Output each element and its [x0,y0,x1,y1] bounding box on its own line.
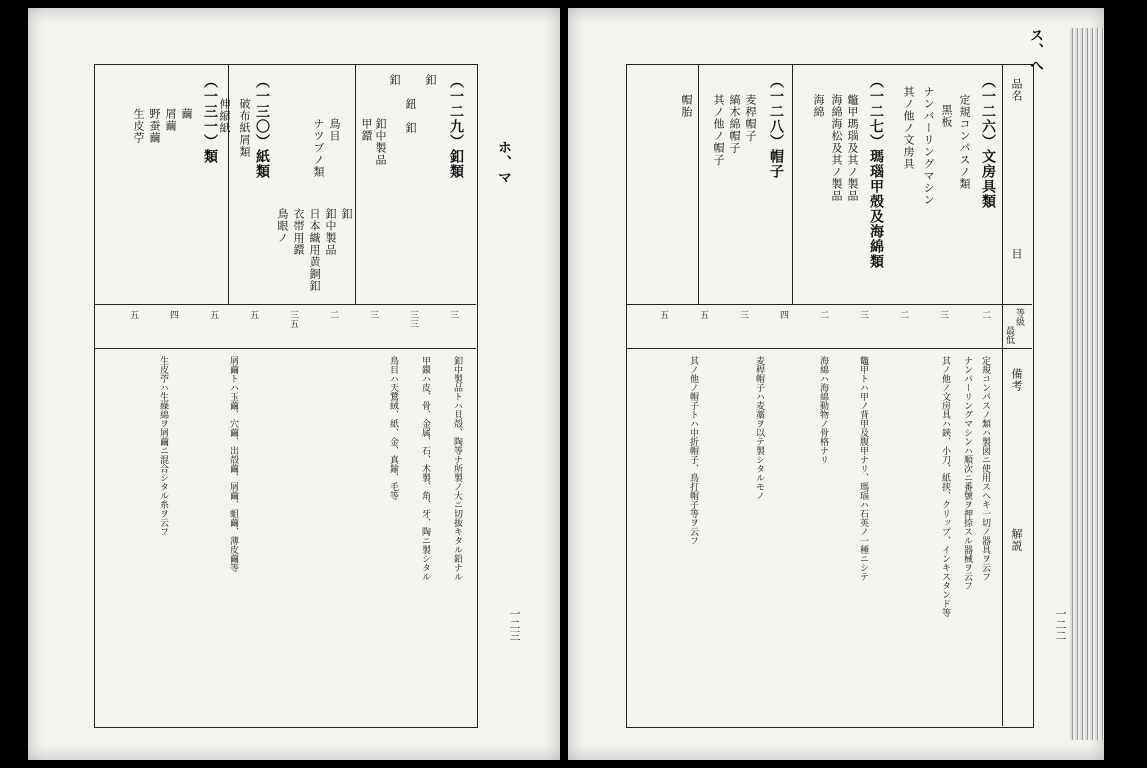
page-number: 一二二 [1054,608,1067,641]
item-label: 野蚕繭 [148,108,161,144]
page-number: 一二三 [508,608,521,641]
header-explanation: 解説 [1010,528,1023,552]
note-text: 定規コンパスノ類ハ製図ニ使用スヘキ一切ノ器具ヲ云フ [980,356,990,581]
note-text: 生皮苧ハ生繰綿ヲ屑繭ニ混合シタル糸ヲ云フ [158,356,168,536]
item-label: ナツブノ類 [312,118,325,178]
item-label: 黒板 [940,104,953,128]
rate-value: 五 [248,310,258,319]
notes-divider [94,348,476,349]
item-label: 鈕 釦 [404,98,417,134]
header-name: 品名 [1010,78,1023,102]
note-text: 鳥目ハ天鵞絨、紙、金、真鍮、毛等 [388,356,398,500]
item-label: 定規コンパスノ類 [958,94,971,190]
note-text: 屑繭トハ玉繭、穴繭、出殻繭、屑繭、蛆繭、薄皮繭等 [228,356,238,572]
note-text: ナンバーリングマシンハ順次ニ番號ヲ押捺スル器械ヲ云フ [962,356,972,590]
item-label: 海綿海松及其ノ製品 [830,94,843,202]
item-label: 釦中製品 [324,208,337,256]
group-divider [792,64,793,304]
group-divider [698,64,699,304]
group-heading: （一二九）釦類 [448,74,464,179]
rate-value: 三五 [288,310,298,328]
notes-divider [626,348,1032,349]
note-text: 鼈甲トハ甲ノ背甲及腹甲ナリ、瑪瑙ハ石英ノ一種ニシテ [858,356,868,581]
rate-value: 三 [938,310,948,319]
rate-divider [94,304,476,305]
margin-label: ス、へ [1028,28,1044,73]
note-text: 其ノ他ノ文房具ハ鋏、小刀、紙挟、クリップ、インキスタンド等 [940,356,950,617]
group-heading: （一二八）帽子 [768,74,784,179]
note-text: 甲鐶ハ皮、骨、金属、石、木製、角、牙、陶ニ製シタル [420,356,430,581]
rate-value: 三三 [408,310,418,328]
right-page [568,8,1104,760]
item-label: 其ノ他ノ帽子 [712,94,725,166]
item-label: 釦 [388,74,401,86]
rate-value: 四 [168,310,178,319]
rate-value: 二 [818,310,828,319]
rate-value: 二 [898,310,908,319]
note-text: 海綿ハ海綿動物ノ骨格ナリ [818,356,828,464]
rate-divider [626,304,1032,305]
item-label: 生皮苧 [132,108,145,144]
group-heading: （一三一）類 [202,74,218,164]
item-label: 鳥目 [328,118,341,142]
margin-label: ホ、マ [496,140,512,185]
item-label: 日本織用黄銅釦 [308,208,321,292]
header-remarks: 備考 [1010,368,1023,392]
rate-value: 五 [698,310,708,319]
item-label: ナンバーリングマシン [922,86,935,206]
item-label: 鼈甲瑪瑙及其ノ製品 [846,94,859,202]
item-label: 伸縮紙 [218,98,231,134]
group-heading: （一三〇）紙類 [254,74,270,179]
group-heading: （一二七）瑪瑙甲殻及海綿類 [868,74,884,269]
item-label: 其ノ他ノ文房具 [902,86,915,170]
book-edge [1070,28,1104,740]
item-label: 甲鐶 [360,118,373,142]
item-label: 衣帯用鐶 [292,208,305,256]
rate-value: 三 [858,310,868,319]
rate-value: 二 [980,310,990,319]
rate-value: 四 [778,310,788,319]
rate-value: 三 [368,310,378,319]
left-page [28,8,560,760]
header-divider [1002,64,1003,726]
item-label: 帽胎 [680,94,693,118]
item-label: 海綿 [812,94,825,118]
rate-value: 五 [128,310,138,319]
item-label: 釦中製品 [374,118,387,166]
rate-value: 二 [328,310,338,319]
note-text: 麦稈帽子ハ麦藁ヲ以テ製シタルモノ [754,356,764,500]
item-label: 破布紙屑類 [238,98,251,158]
group-heading: （一二六）文房具類 [980,74,996,209]
rate-value: 三 [738,310,748,319]
item-label: 釦 [424,74,437,86]
rate-value: 五 [658,310,668,319]
note-text: 釦中製品トハ貝殻、陶等ナ所製ノ大ニ切抜キタル鉛ナル [452,356,462,581]
item-label: 屑繭 [164,108,177,132]
header-grade: 等級 [1014,308,1024,326]
rate-value: 三 [448,310,458,319]
group-divider [355,64,356,304]
header-min: 最低 [1004,326,1014,344]
item-label: 鳥眼ノ [276,208,289,244]
item-label: 麦稈帽子 [744,94,757,142]
header-item: 目 [1010,248,1023,260]
item-label: 釦 [340,208,353,220]
rate-value: 五 [208,310,218,319]
item-label: 繭 [180,108,193,120]
note-text: 其ノ他ノ帽子トハ中折帽子、鳥打帽子等ヲ云フ [688,356,698,545]
item-label: 縞木綿帽子 [728,94,741,154]
